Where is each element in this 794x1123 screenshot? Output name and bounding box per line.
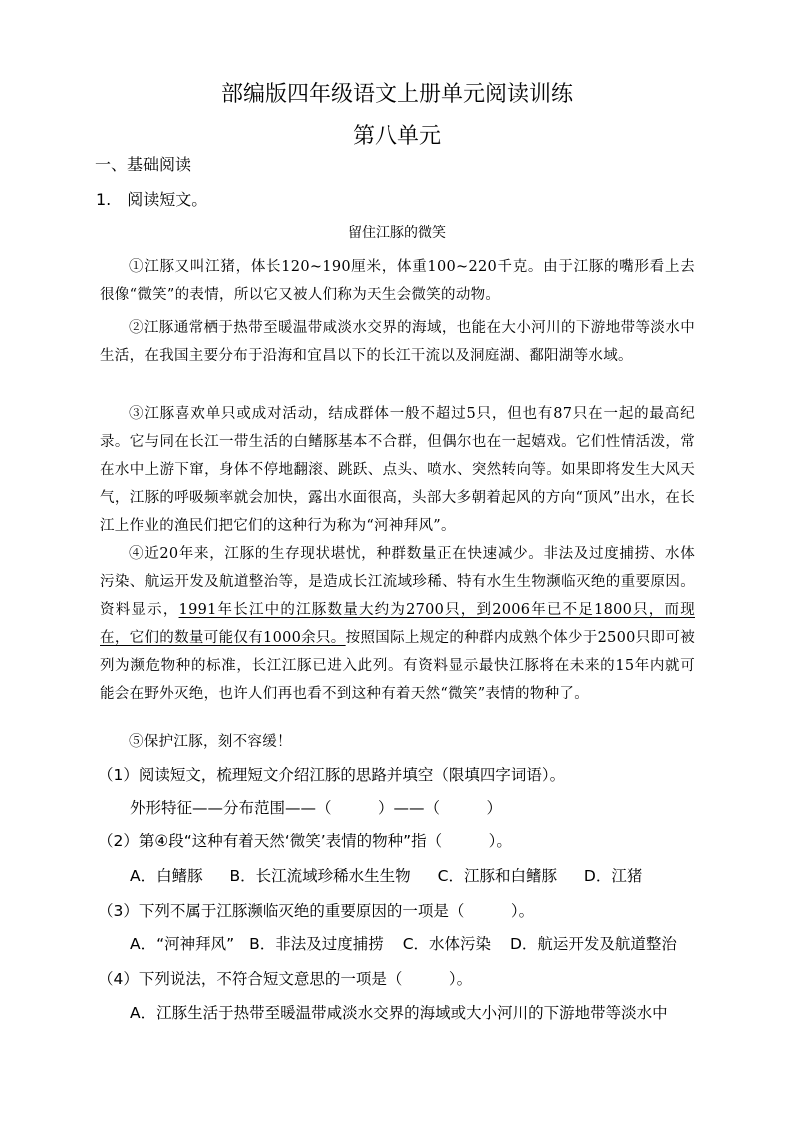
- paragraph-5: ⑤保护江豚，刻不容缓！: [129, 734, 292, 750]
- document-title: 部编版四年级语文上册单元阅读训练: [220, 82, 573, 107]
- question-4: （4）下列说法，不符合短文意思的一项是（ ）。: [98, 970, 473, 988]
- option-c[interactable]: C．江豚和白鳍豚: [437, 867, 557, 885]
- option-a[interactable]: A．白鳍豚: [130, 867, 203, 885]
- question-1-fill-blanks: 外形特征——分布范围——（ ）——（ ）: [130, 799, 503, 817]
- unit-title: 第八单元: [352, 124, 441, 149]
- question-4-option-a[interactable]: A．江豚生活于热带至暖温带咸淡水交界的海域或大小河川的下游地带等淡水中: [130, 1004, 668, 1022]
- paragraph-1: ①江豚又叫江猪，体长120~190厘米，体重100~220千克。由于江豚的嘴形看上去很像“微笑”的表情，所以它又被人们称为天生会微笑的动物。: [100, 259, 695, 303]
- paragraph-4-text-start: ④近20年来，江豚的生存现状堪忧，种群数量正在快速减少。非法及过度捕捞、水体污染、航运开发及航道整治等，是造成长江流域珍稀、特有水生生物濒临灭绝的重要原因。资料显示，: [100, 546, 695, 618]
- underlined-sentence: 1991年长江中的江豚数量大约为2700只，到2006年已不足1800只，而现在，它们的数量可能仅有1000余只。: [100, 602, 695, 646]
- option-d[interactable]: D．江猪: [583, 867, 643, 885]
- option-b[interactable]: B．非法及过度捕捞: [249, 935, 384, 953]
- question-1: （1）阅读短文，梳理短文介绍江豚的思路并填空（限填四字词语）。: [98, 766, 566, 784]
- paragraph-2: ②江豚通常栖于热带至暖温带咸淡水交界的海域，也能在大小河川的下游地带等淡水中生活，在我国主要分布于沿海和宜昌以下的长江干流以及洞庭湖、鄱阳湖等水域。: [100, 320, 695, 364]
- paragraph-3: ③江豚喜欢单只或成对活动，结成群体一般不超过5只，但也有87只在一起的最高纪录。它与同在长江一带生活的白鳍豚基本不合群，但偶尔也在一起嬉戏。它们性情活泼，常在水中上游下窜，身体不停地翻滚、跳跃、点头、喷水、突然转向等。如果即将发生大风天气，江豚的呼吸频率就会加快，露出水面很高，头部大多朝着起风的方向“顶风”出水，在长江上作业的渔民们把它们的这种行为称为“河神拜风”。: [100, 406, 695, 534]
- section-heading: 一、基础阅读: [95, 155, 192, 174]
- question-2-options: [130, 864, 642, 886]
- option-b[interactable]: B．长江流域珍稀水生生物: [229, 867, 411, 885]
- option-c[interactable]: C．水体污染: [402, 935, 492, 953]
- passage-title: 留住江豚的微笑: [348, 225, 446, 241]
- question-3-options: [130, 932, 677, 954]
- question-3: （3）下列不属于江豚濒临灭绝的重要原因的一项是（ ）。: [98, 902, 535, 920]
- paragraph-4-text-end: 按照国际上规定的种群内成熟个体少于2500只即可被列为濒危物种的标准，长江江豚已进入此列。有资料显示最快江豚将在未来的15年内就可能会在野外灭绝，也许人们再也看不到这种有着天然“微笑”表情的物种了。: [100, 630, 695, 702]
- question-label: 1. 阅读短文。: [96, 190, 208, 209]
- question-2: （2）第④段“这种有着天然‘微笑’表情的物种”指（ ）。: [98, 832, 512, 850]
- option-a[interactable]: A．“河神拜风”: [130, 935, 235, 953]
- paragraph-4: [100, 540, 695, 708]
- option-d[interactable]: D．航运开发及航道整治: [509, 935, 677, 953]
